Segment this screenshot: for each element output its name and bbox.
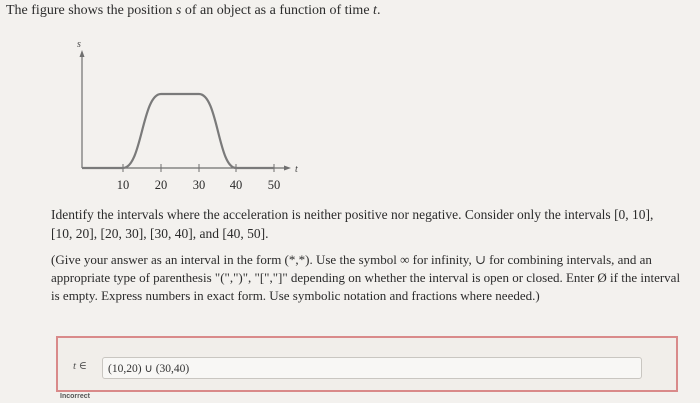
intro-text-1: The figure shows the position bbox=[6, 3, 176, 18]
x-axis-label: t bbox=[295, 164, 298, 175]
answer-box bbox=[56, 336, 678, 392]
intro-text-2: of an object as a function of time bbox=[181, 3, 374, 18]
position-curve bbox=[82, 94, 274, 168]
x-tick-label-40: 40 bbox=[229, 178, 243, 192]
y-axis-label: s bbox=[77, 39, 81, 50]
x-tick-label-50: 50 bbox=[267, 178, 281, 192]
x-tick-label-10: 10 bbox=[116, 178, 130, 192]
incorrect-status: Incorrect bbox=[60, 393, 90, 400]
question-text: Identify the intervals where the acceleration is neither positive nor negative. Consider only the intervals [0, 10], [10, 20], [20, 30], [30, 40], and [40, 50]. bbox=[51, 207, 654, 241]
graph-svg bbox=[60, 34, 310, 194]
answer-variable-label: t ∈ bbox=[73, 360, 87, 372]
intro-text-3: . bbox=[376, 3, 381, 18]
problem-intro bbox=[6, 3, 380, 19]
intro-var-t: t bbox=[373, 3, 377, 18]
answer-instructions: (Give your answer as an interval in the form (*,*). Use the symbol ∞ for infinity, ∪ for combining intervals, and an appropriate type of parenthesis "(",")", "[","]" depending on whether the interval is open or closed. Enter Ø if the interval is empty. Express numbers in exact form. Use symbolic notation and fractions where needed.) bbox=[51, 252, 681, 303]
x-tick-label-20: 20 bbox=[154, 178, 168, 192]
x-tick-label-30: 30 bbox=[192, 178, 206, 192]
intro-var-s: s bbox=[175, 3, 182, 18]
x-axis-arrow-icon bbox=[284, 166, 291, 171]
answer-input[interactable]: (10,20) ∪ (30,40) bbox=[102, 357, 642, 379]
y-axis-arrow-icon bbox=[80, 50, 85, 57]
position-graph bbox=[60, 34, 310, 194]
